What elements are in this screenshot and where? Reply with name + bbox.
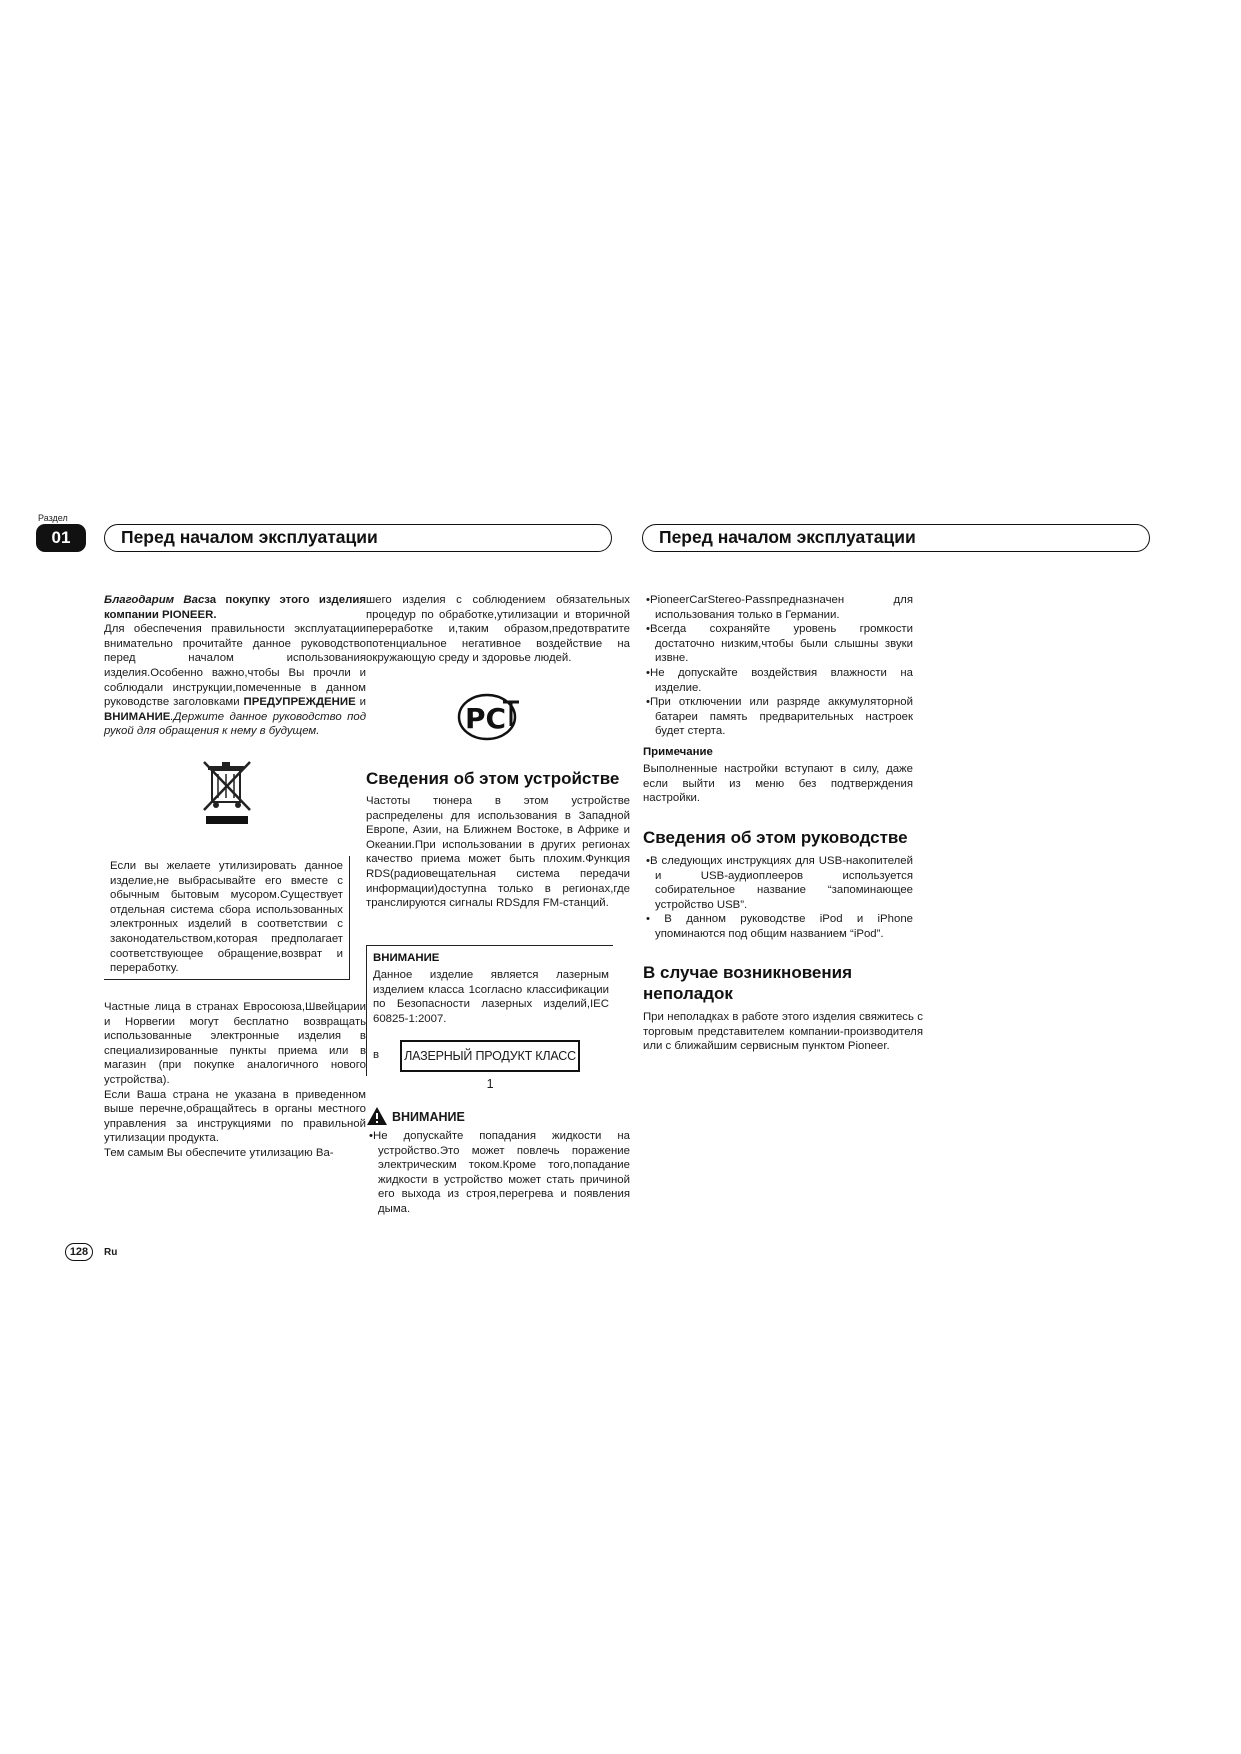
laser-class-label: ЛАЗЕРНЫЙ ПРОДУКТ КЛАСС 1 [400, 1040, 580, 1072]
section-label: Раздел [38, 513, 68, 523]
manual-bullet-item: •В следующих инструкциях для USB-накопителей и USB-аудиоплееров используется собирательное название “запоминающее устройство USB”. [646, 855, 913, 911]
intro-caution-word: ВНИМАНИЕ [104, 710, 171, 723]
country-text: Если Ваша страна не указана в приведенном выше перечне,обращайтесь в органы местного управления за инструкциями по правильной утилизации продукта. [104, 1088, 366, 1145]
troubleshooting-heading: В случае возникновения неполадок [643, 963, 853, 1003]
troubleshooting-text: При неполадках в работе этого изделия свяжитесь с торговым представителем компании-производителя или с ближайшим сервисным пунктом Pioneer. [643, 1011, 923, 1053]
column-1-intro [104, 593, 366, 739]
bullet-item: •PioneerCarStereo-Passпредназначен для использования только в Германии. [646, 594, 913, 621]
liquid-warning-section [366, 1129, 630, 1217]
intro-italic: .Держите данное руководство под рукой для обращения к нему в будущем. [104, 710, 366, 738]
disposal-notice-text: Если вы желаете утилизировать данное изделие,не выбрасывайте его вместе с обычным бытовым мусором.Существует отдельная система сбора использованных электронных изделий в соответствии с законодательством,которая предполагает соответствующее обращение,возврат и переработку. [110, 860, 343, 975]
intro-text: Для обеспечения правильности эксплуатации внимательно прочитайте данное руководство перед началом использования изделия.Особенно важно,чтобы Вы прочли и соблюдали инструкции,помеченные в данном руководстве заголовками [104, 623, 366, 709]
column-1-lower [104, 1000, 366, 1161]
disposal-cont-text-2: шего изделия с соблюдением обязательных процедур по обработке,утилизации и вторичной переработке и,таким образом,предотвратите потенциальное негативное воздействие на окружающую среду и здоровье людей. [366, 594, 630, 665]
about-device-section [366, 794, 630, 911]
disposal-notice-box [104, 856, 350, 980]
about-manual-section [643, 854, 913, 942]
liquid-warning-title: ВНИМАНИЕ [392, 1110, 465, 1124]
language-code: Ru [104, 1247, 118, 1258]
about-device-heading: Сведения об этом устройстве [366, 769, 620, 788]
bullet-item: •Всегда сохраняйте уровень громкости достаточно низким,чтобы были слышны звуки извне. [646, 623, 913, 665]
thanks-bold: Благодарим Вас [104, 594, 205, 606]
private-persons-text: Частные лица в странах Евросоюза,Швейцарии и Норвегии могут бесплатно возвращать использованные электронные изделия в специализированные пункты приема или в магазин (при покупке аналогичного нового устройства). [104, 1001, 366, 1086]
laser-caution-letter: в [373, 1049, 380, 1061]
crossed-out-wheelie-bin-icon [200, 760, 254, 826]
section-number-badge: 01 [36, 524, 86, 552]
disposal-cont-text: Тем самым Вы обеспечите утилизацию Ва- [104, 1146, 334, 1159]
page-title-left: Перед началом эксплуатации [104, 524, 612, 552]
note-title: Примечание [643, 746, 713, 758]
laser-caution-title: ВНИМАНИЕ [373, 952, 440, 964]
svg-text:PC: PC [465, 702, 507, 735]
laser-caution-text: Данное изделие является лазерным изделием класса 1согласно классификации по Безопасности лазерных изделий,IEC 60825-1:2007. [373, 969, 609, 1025]
intro-and: и [355, 696, 366, 709]
intro-warning-word: ПРЕДУПРЕЖДЕНИЕ [243, 696, 356, 709]
note-text: Выполненные настройки вступают в силу, даже если выйти из меню без подтверждения настройки. [643, 763, 913, 805]
about-manual-heading: Сведения об этом руководстве [643, 828, 908, 847]
thanks-rest: за покупку этого изделия компании PIONEER. [104, 594, 367, 621]
troubleshooting-section [643, 1010, 923, 1054]
manual-bullet-item: • В данном руководстве iPod и iPhone упоминаются под общим названием “iPod”. [646, 913, 913, 940]
about-device-text: Частоты тюнера в этом устройстве распределены для использования в Западной Европе, Азии, на Ближнем Востоке, в Африке и Океании.При использовании в других регионах качество приема может быть плохим.Функция RDS(радиовещательная система передачи информации)доступна только в регионах,где транслируются сигналы RDSдля FM-станций. [366, 795, 630, 910]
bullet-item: •При отключении или разряде аккумуляторной батареи память предварительных настроек будет стерта. [646, 696, 913, 738]
column-2-top [366, 593, 630, 666]
bullet-item: •Не допускайте воздействия влажности на изделие. [646, 666, 913, 694]
page-number: 128 [65, 1243, 93, 1261]
liquid-warning-text: •Не допускайте попадания жидкости на устройство.Это может повлечь поражение электрическим током.Кроме того,попадание жидкости в устройство может стать причиной его выхода из строя,перегрева и появления дыма. [369, 1130, 630, 1215]
note-section [643, 762, 913, 806]
page-title-right: Перед началом эксплуатации [642, 524, 1150, 552]
pct-certification-mark-icon [455, 692, 523, 742]
column-3-bullets [643, 593, 913, 739]
warning-triangle-icon [366, 1106, 388, 1126]
